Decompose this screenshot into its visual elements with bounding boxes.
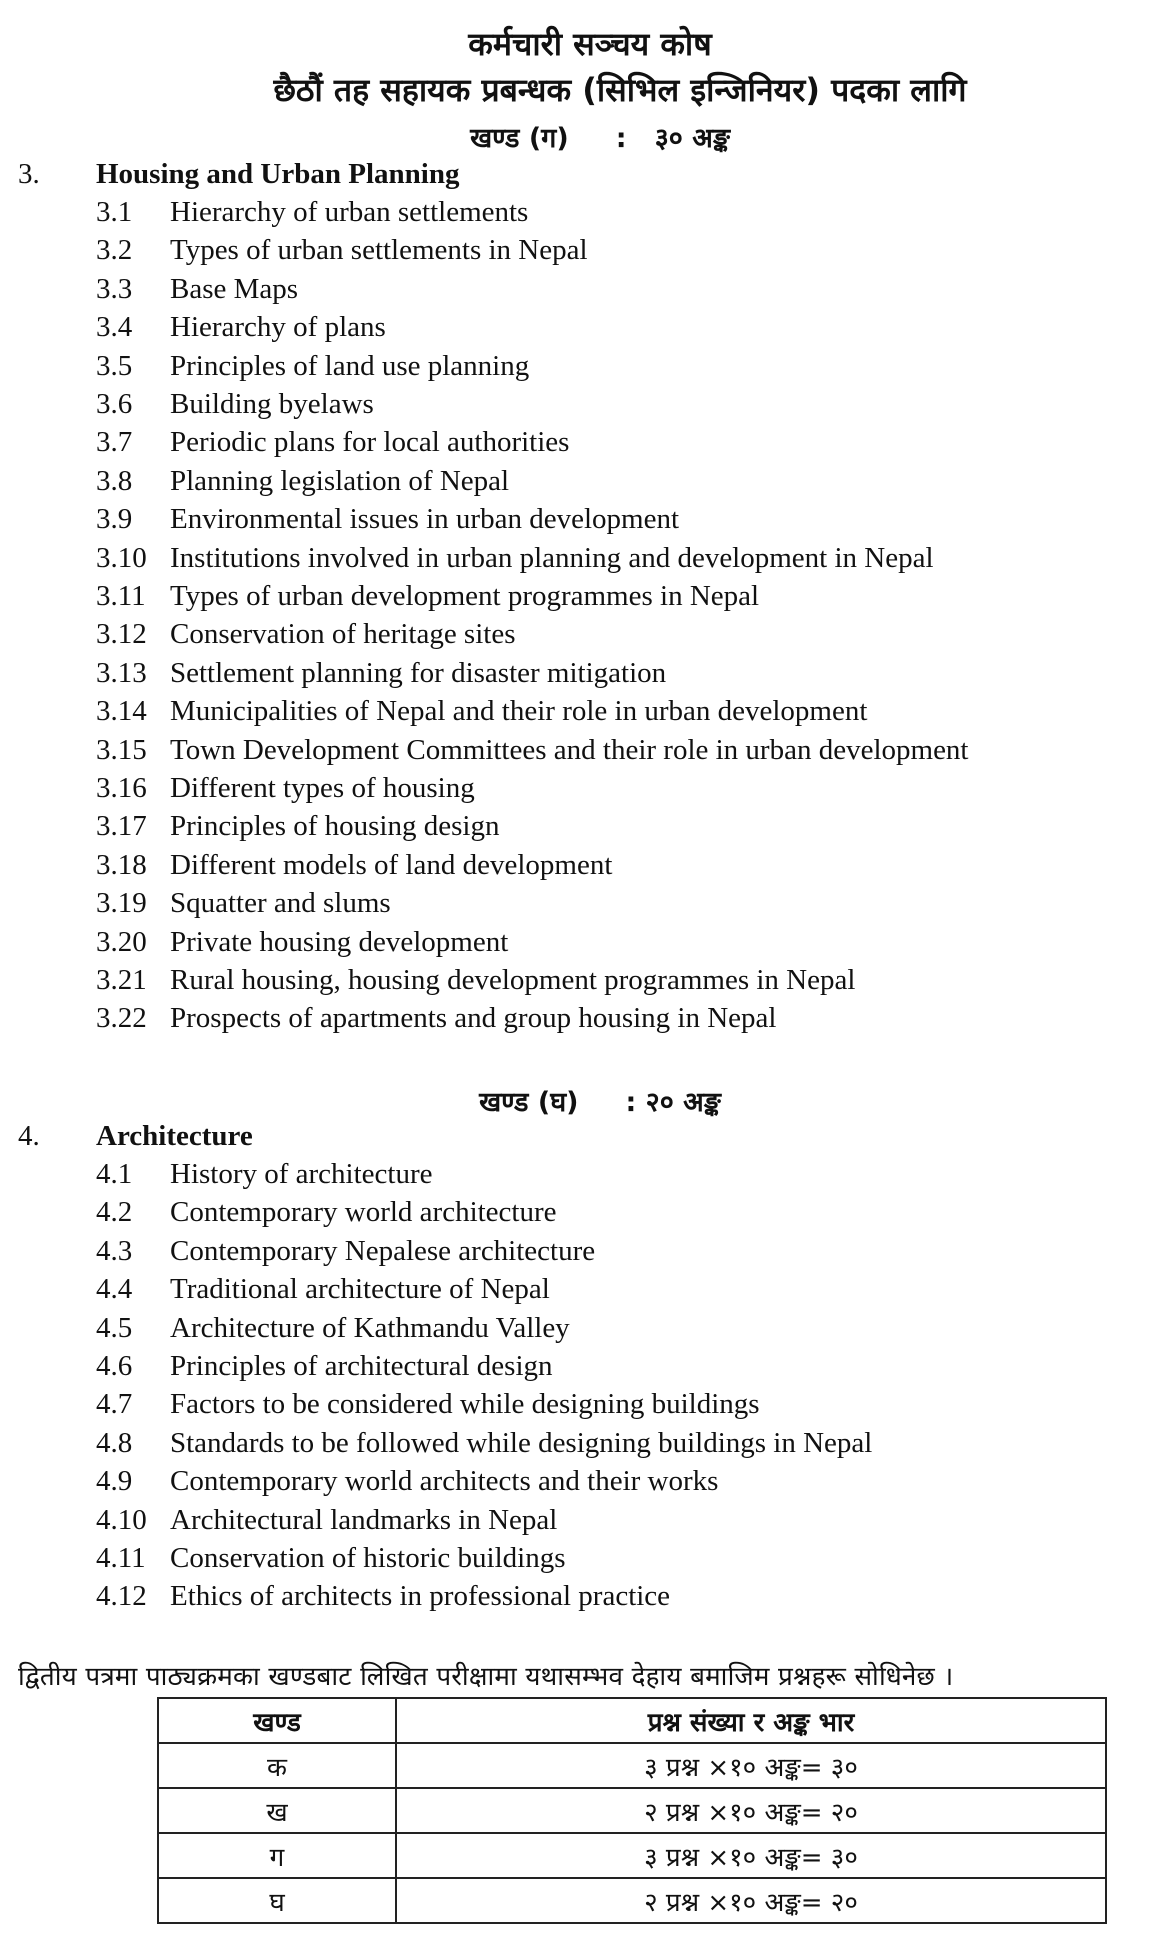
list-item-number: 3.2 [96, 234, 133, 267]
list-item [96, 196, 528, 229]
list-item-text: Rural housing, housing development programmes in Nepal [170, 964, 856, 996]
list-item-text: Municipalities of Nepal and their role in urban development [170, 695, 868, 728]
list-item-text: Prospects of apartments and group housing in Nepal [170, 1002, 777, 1035]
list-item [96, 887, 391, 920]
list-item [96, 1542, 566, 1575]
list-item-number: 3.20 [96, 925, 147, 958]
list-item-text: Different types of housing [170, 772, 475, 804]
section-3-number: 3. [18, 158, 40, 190]
list-item-number: 4.1 [96, 1158, 133, 1190]
list-item [96, 734, 969, 767]
section-4-title: Architecture [96, 1120, 253, 1152]
list-item [96, 1427, 872, 1460]
list-item-text: Contemporary world architects and their works [170, 1465, 719, 1498]
list-item-text: Factors to be considered while designing buildings [170, 1388, 760, 1421]
list-item [96, 1235, 595, 1268]
list-item-number: 3.21 [96, 964, 147, 996]
table-cell-khanda: ग [158, 1833, 396, 1878]
section-3-khanda-label: खण्ड (ग) : ३० अङ्क [470, 123, 730, 154]
list-item-text: Town Development Committees and their role in urban development [170, 733, 969, 766]
list-item [96, 926, 508, 959]
list-item [96, 503, 679, 536]
list-item [96, 1504, 557, 1537]
list-item [96, 1158, 433, 1191]
list-item-text: Planning legislation of Nepal [170, 464, 510, 497]
list-item-number: 3.18 [96, 848, 147, 881]
list-item-text: Institutions involved in urban planning and development in Nepal [170, 541, 934, 574]
list-item-text: Ethics of architects in professional practice [170, 1580, 671, 1613]
list-item-number: 4.4 [96, 1273, 133, 1306]
list-item-text: Types of urban settlements in Nepal [170, 234, 588, 267]
list-item-text: Contemporary Nepalese architecture [170, 1234, 596, 1267]
list-item-text: Base Maps [170, 272, 299, 305]
list-item-number: 3.10 [96, 541, 147, 574]
list-item-number: 3.14 [96, 695, 147, 728]
list-item-number: 3.5 [96, 349, 133, 382]
list-item-number: 3.1 [96, 196, 133, 228]
list-item [96, 350, 529, 383]
list-item-number: 4.10 [96, 1503, 147, 1536]
list-item-text: Settlement planning for disaster mitigation [170, 656, 667, 689]
table-cell-khanda: क [158, 1743, 396, 1788]
list-item-number: 4.7 [96, 1388, 133, 1421]
table-cell-marks: ३ प्रश्न ×१० अङ्क= ३० [396, 1743, 1106, 1788]
list-item [96, 1196, 557, 1229]
list-item-number: 4.3 [96, 1234, 133, 1267]
list-item-number: 4.11 [96, 1542, 146, 1574]
list-item-number: 4.2 [96, 1196, 133, 1229]
list-item-text: Principles of architectural design [170, 1350, 553, 1382]
table-row [158, 1878, 1106, 1923]
exam-note: द्वितीय पत्रमा पाठ्यक्रमका खण्डबाट लिखित परीक्षामा यथासम्भव देहाय बमाजिम प्रश्नहरू सोधिनेछ । [18, 1662, 954, 1692]
list-item-number: 3.16 [96, 772, 147, 804]
list-item [96, 388, 374, 421]
list-item-text: Building byelaws [170, 388, 374, 420]
list-item-number: 3.19 [96, 887, 147, 920]
table-cell-khanda: ख [158, 1788, 396, 1833]
list-item-number: 3.9 [96, 503, 133, 536]
list-item-text: Conservation of historic buildings [170, 1542, 566, 1574]
list-item-number: 4.9 [96, 1465, 133, 1498]
list-item-text: Hierarchy of plans [170, 311, 386, 344]
list-item-text: Principles of land use planning [170, 349, 530, 382]
list-item-number: 3.12 [96, 618, 147, 651]
table-header-row [158, 1698, 1106, 1743]
section-4-number: 4. [18, 1120, 40, 1152]
table-cell-marks: २ प्रश्न ×१० अङ्क= २० [396, 1878, 1106, 1923]
list-item-number: 3.7 [96, 426, 133, 459]
list-item-text: Squatter and slums [170, 887, 391, 920]
table-cell-marks: २ प्रश्न ×१० अङ्क= २० [396, 1788, 1106, 1833]
list-item [96, 426, 569, 459]
list-item [96, 772, 475, 805]
list-item [96, 1350, 553, 1383]
list-item-text: Standards to be followed while designing buildings in Nepal [170, 1426, 873, 1459]
list-item [96, 618, 516, 651]
list-item-number: 3.22 [96, 1002, 147, 1035]
list-item-text: Hierarchy of urban settlements [170, 196, 529, 228]
list-item [96, 1388, 760, 1421]
list-item [96, 964, 855, 997]
list-item-text: Traditional architecture of Nepal [170, 1273, 550, 1306]
list-item-text: Principles of housing design [170, 810, 500, 843]
list-item-number: 4.8 [96, 1426, 133, 1459]
table-cell-khanda: घ [158, 1878, 396, 1923]
list-item-number: 4.12 [96, 1580, 147, 1613]
list-item [96, 849, 612, 882]
table-cell-marks: ३ प्रश्न ×१० अङ्क= ३० [396, 1833, 1106, 1878]
list-item-number: 3.13 [96, 656, 147, 689]
list-item [96, 234, 588, 267]
list-item [96, 810, 499, 843]
table-row [158, 1743, 1106, 1788]
list-item-text: Private housing development [170, 925, 509, 958]
list-item-number: 3.17 [96, 810, 147, 843]
list-item-number: 4.5 [96, 1311, 133, 1344]
organization-title: कर्मचारी सञ्चय कोष [468, 25, 712, 63]
list-item-text: Contemporary world architecture [170, 1196, 557, 1229]
section-4-khanda-label: खण्ड (घ) : २० अङ्क [479, 1087, 721, 1118]
list-item [96, 1465, 718, 1498]
section-3-title: Housing and Urban Planning [96, 158, 460, 190]
list-item-number: 4.6 [96, 1350, 133, 1382]
table-row [158, 1788, 1106, 1833]
column-header-khanda: खण्ड [158, 1698, 396, 1743]
list-item [96, 1580, 670, 1613]
list-item-text: Types of urban development programmes in Nepal [170, 580, 760, 612]
list-item-number: 3.6 [96, 388, 133, 420]
list-item [96, 580, 759, 613]
list-item [96, 695, 867, 728]
list-item [96, 465, 509, 498]
list-item-text: Architectural landmarks in Nepal [170, 1503, 558, 1536]
list-item [96, 273, 298, 306]
list-item [96, 1273, 550, 1306]
list-item [96, 657, 666, 690]
list-item [96, 1002, 776, 1035]
list-item-number: 3.11 [96, 580, 146, 612]
list-item-text: Conservation of heritage sites [170, 618, 516, 651]
list-item-text: Environmental issues in urban development [170, 503, 680, 536]
list-item [96, 311, 386, 344]
table-row [158, 1833, 1106, 1878]
list-item [96, 1312, 570, 1345]
list-item-text: Periodic plans for local authorities [170, 426, 570, 459]
marks-distribution-table [157, 1697, 1107, 1924]
list-item-number: 3.8 [96, 464, 133, 497]
list-item-text: Architecture of Kathmandu Valley [170, 1311, 570, 1344]
list-item-number: 3.3 [96, 272, 133, 305]
column-header-marks: प्रश्न संख्या र अङ्क भार [396, 1698, 1106, 1743]
list-item [96, 542, 934, 575]
list-item-text: Different models of land development [170, 848, 613, 881]
list-item-text: History of architecture [170, 1158, 433, 1190]
list-item-number: 3.4 [96, 311, 133, 344]
list-item-number: 3.15 [96, 733, 147, 766]
post-title: छैठौं तह सहायक प्रबन्धक (सिभिल इन्जिनियर) पदका लागि [273, 71, 967, 109]
